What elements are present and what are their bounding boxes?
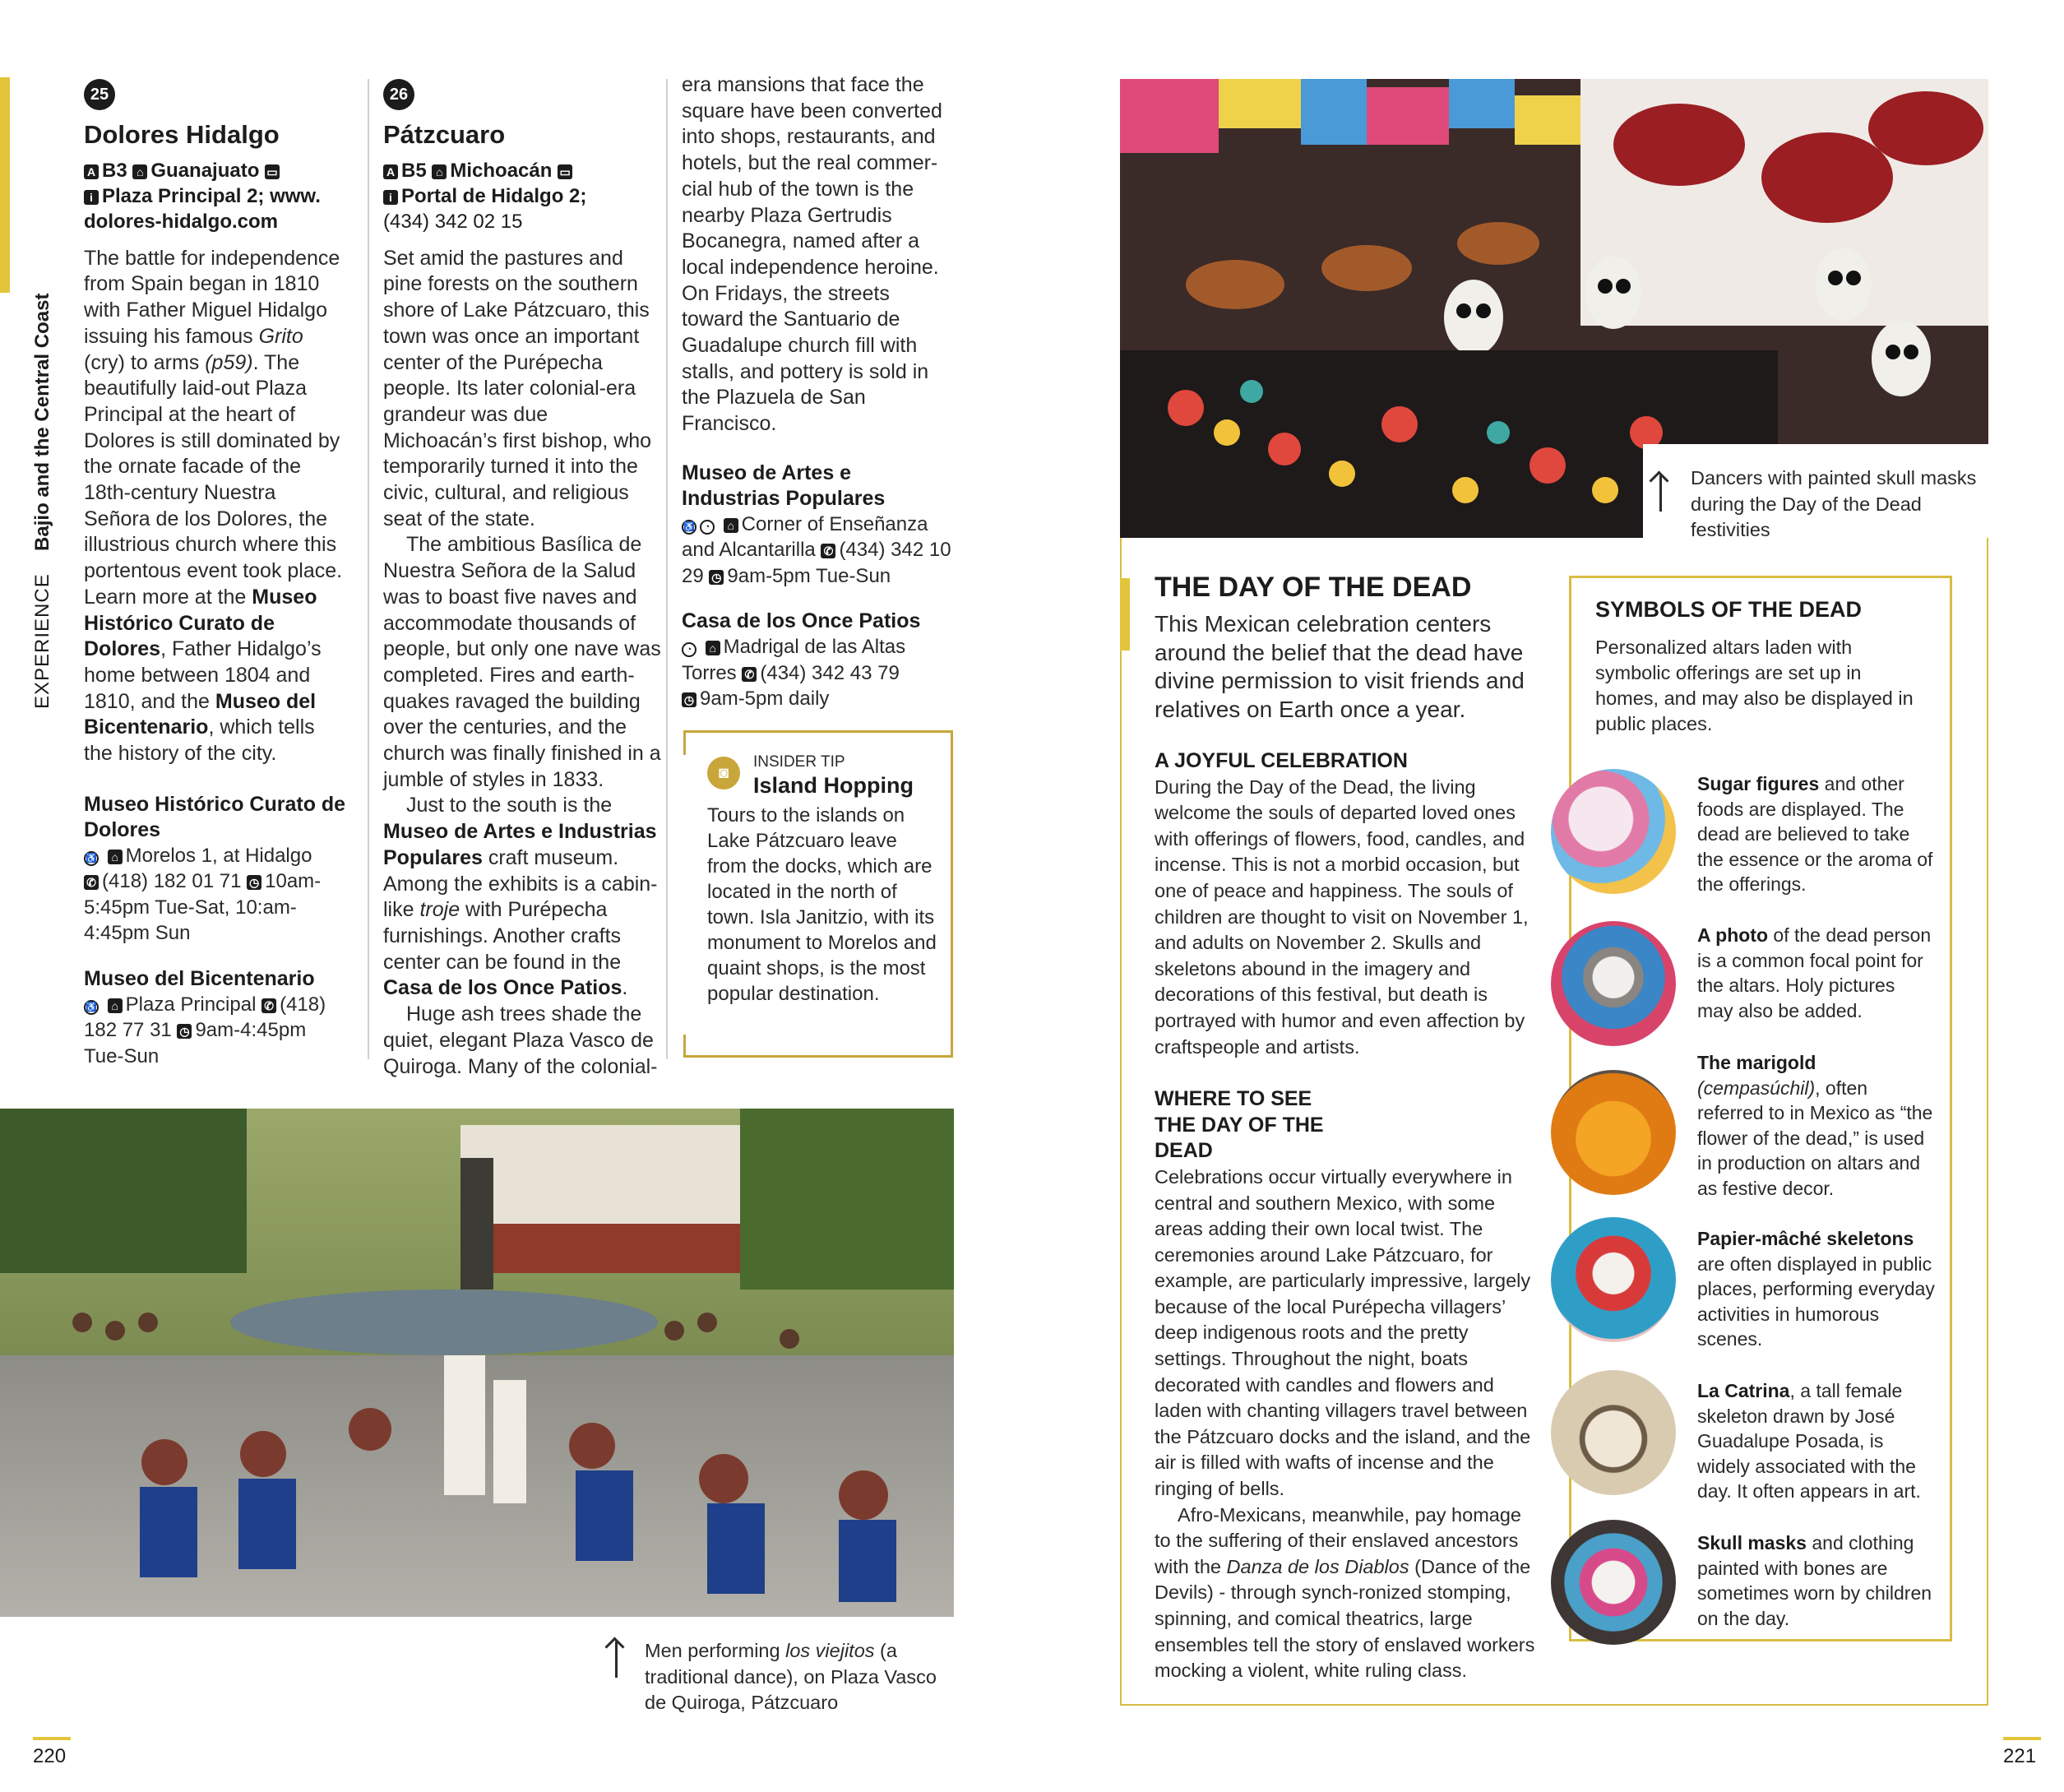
phone-icon: ✆ xyxy=(821,544,835,558)
section-heading: WHERE TO SEE THE DAY OF THE DEAD xyxy=(1155,1087,1324,1163)
home-icon: ⌂ xyxy=(706,641,720,655)
entry-title: Pátzcuaro xyxy=(383,120,506,149)
tip-left-rule-top xyxy=(683,730,686,755)
listing-info: ♿ ◔ ⌂ Corner of Enseñanza and Alcantarilla ✆ (434) 342 10 29 ◷ 9am-5pm Tue-Sun xyxy=(682,512,951,587)
side-running-head xyxy=(31,294,54,709)
side-region: Bajio and the Central Coast xyxy=(31,293,53,551)
clock-icon: ◷ xyxy=(177,1024,192,1039)
listing-info: ♿ ⌂ Plaza Principal ✆ (418) 182 77 31 ◷ 9am-4:45pm Tue-Sun xyxy=(84,993,326,1067)
accessibility-icon: ♿ xyxy=(84,1000,99,1015)
papier-mache-skeleton-image xyxy=(1551,1217,1676,1342)
column-divider xyxy=(368,79,369,1059)
listing-title: Casa de los Once Patios xyxy=(682,609,921,633)
phone-icon: ✆ xyxy=(742,667,757,682)
listing-title: Museo del Bicentenario xyxy=(84,966,315,990)
dead-text-column xyxy=(1155,748,1538,1684)
body-paragraph: Just to the south is the Museo de Artes e Industrias Populares craft museum. Among the exhibits is a cabin-like troje with Purépecha furnishings. Another crafts center can be found in the Casa de los Once Patios. xyxy=(383,794,658,1000)
tip-title: Island Hopping xyxy=(753,773,914,798)
body-paragraph: During the Day of the Dead, the living welcome the souls of departed loved ones with offerings of flowers, food, candles, and incense. This is not a morbid occasion, but one of peace and happiness. The souls of children are thought to visit on November 1, and adults on November 2. Skulls and skeletons abound in the imagery and decorations of this festival, but death is portrayed with humor and even affection by craftspeople and artists. xyxy=(1155,776,1529,1058)
listing-title: Museo de Artes e Industrias Populares xyxy=(682,461,886,510)
symbols-title: SYMBOLS OF THE DEAD xyxy=(1595,597,1863,622)
speech-bubble-icon: ◔ xyxy=(682,642,696,657)
column-patzcuaro xyxy=(383,79,663,1080)
clock-icon: ◷ xyxy=(247,875,261,890)
entry-number-badge: 26 xyxy=(383,79,414,110)
speech-bubble-icon: ◔ xyxy=(700,520,715,535)
clock-icon: ◷ xyxy=(709,570,724,585)
marigold-image xyxy=(1551,1070,1676,1195)
column-dolores xyxy=(84,79,347,1069)
symbol-item: A photo of the dead person is a common focal point for the altars. Holy pictures may also be added. xyxy=(1697,924,1932,1021)
info-icon: i xyxy=(84,190,99,205)
photo-illustration xyxy=(0,1109,954,1617)
tip-body: Tours to the islands on Lake Pátzcuaro leave from the docks, which are located in the north of town. Isla Janitzio, with its monument to Morelos and quaint shops, is the most popular destination. xyxy=(707,804,937,1005)
sugar-figures-image xyxy=(1551,769,1676,894)
grid-icon: A xyxy=(84,164,99,179)
body-paragraph: The ambitious Basílica de Nuestra Señora de la Salud was to boast five naves and accommodate thousands of people, but only one nave was completed. Fires and earth-quakes ravaged the building over the centuries, and the church was finally finished in a jumble of styles in 1833. xyxy=(383,533,661,791)
bus-icon: ▭ xyxy=(265,164,280,179)
clock-icon: ◷ xyxy=(682,692,696,707)
altar-photo-image xyxy=(1551,921,1676,1046)
entry-number-badge: 25 xyxy=(84,79,115,110)
page-number-accent-right xyxy=(2003,1737,2041,1740)
up-arrow-icon xyxy=(615,1642,618,1678)
tip-label: INSIDER TIP xyxy=(753,753,845,771)
accessibility-icon: ♿ xyxy=(682,520,696,535)
listing-info: ◔ ⌂ Madrigal de las Altas Torres ✆ (434) 342 43 79 ◷ 9am-5pm daily xyxy=(682,636,906,711)
skull-mask-image xyxy=(1551,1520,1676,1645)
feature-title: THE DAY OF THE DEAD xyxy=(1155,572,1472,603)
entry-info: A B3 ⌂ Guanajuato ▭ i Plaza Principal 2; www. dolores-hidalgo.com xyxy=(84,159,321,233)
body-paragraph: Celebrations occur virtually everywhere in central and southern Mexico, with some areas adding their own local twist. The ceremonies around Lake Pátzcuaro, for example, are particularly impressive, largely because of the local Purépecha villagers’ deep indigenous roots and the pretty settings. Throughout the night, boats decorated with candles and flowers and laden with chanting villagers travel between the Pátzcuaro docks and the island, and the air is filled with wafts of incense and the ringing of bells. xyxy=(1155,1165,1531,1500)
page-number-left: 220 xyxy=(33,1745,67,1767)
side-accent-bar xyxy=(0,77,10,293)
speech-bubble-icon: ◙ xyxy=(707,757,740,789)
page-number-right: 221 xyxy=(2003,1745,2037,1767)
side-experience: EXPERIENCE xyxy=(31,573,53,709)
tip-left-rule-bottom xyxy=(683,1035,686,1058)
home-icon: ⌂ xyxy=(132,164,147,179)
symbol-item: Skull masks and clothing painted with bones are sometimes worn by children on the day. xyxy=(1697,1532,1932,1629)
accessibility-icon: ♿ xyxy=(84,851,99,866)
entry-info: A B5 ⌂ Michoacán ▭ i Portal de Hidalgo 2; (434) 342 02 15 xyxy=(383,159,587,233)
entry-title: Dolores Hidalgo xyxy=(84,120,280,149)
symbol-item: The marigold (cempasúchil), often referred to in Mexico as “the flower of the dead,” is used in production on altars and as festive decor. xyxy=(1697,1052,1933,1199)
home-icon: ⌂ xyxy=(108,998,123,1013)
feature-title-accent xyxy=(1120,578,1130,651)
phone-icon: ✆ xyxy=(84,875,99,890)
home-icon: ⌂ xyxy=(108,850,123,864)
home-icon: ⌂ xyxy=(432,164,447,179)
phone-icon: ✆ xyxy=(261,998,276,1013)
listing-info: ♿ ⌂ Morelos 1, at Hidalgo ✆ (418) 182 01 71 ◷ 10am-5:45pm Tue-Sat, 10:am-4:45pm Sun xyxy=(84,844,322,945)
column-patzcuaro-cont xyxy=(682,72,953,712)
page-number-accent-left xyxy=(33,1737,71,1740)
website-link[interactable]: dolores-hidalgo.com xyxy=(84,210,279,233)
body-paragraph: The battle for independence from Spain began in 1810 with Father Miguel Hidalgo issuing his famous Grito (cry) to arms (p59). The beautifully laid-out Plaza Principal at the heart of Dolores is still dominated by the ornate facade of the 18th-century Nuestra Señora de los Dolores, the illustrious church where this portentous event took place. Learn more at the Museo Histórico Curato de Dolores, Father Hidalgo’s home between 1804 and 1810, and the Museo del Bicentenario, which tells the history of the city. xyxy=(84,246,343,766)
up-arrow-icon xyxy=(1659,475,1662,512)
photo-caption-left-box: Men performing los viejitos (a traditional dance), on Plaza Vasco de Quiroga, Pátzcuaro xyxy=(599,1617,954,1716)
symbol-item: La Catrina, a tall female skeleton drawn by José Guadalupe Posada, is widely associated with the day. It often appears in art. xyxy=(1697,1380,1921,1502)
section-heading: A JOYFUL CELEBRATION xyxy=(1155,749,1408,772)
listing-title: Museo Histórico Curato de Dolores xyxy=(84,792,346,841)
symbol-item: Papier-mâché skeletons are often displayed in public places, performing everyday activities in humorous scenes. xyxy=(1697,1228,1935,1350)
la-catrina-image xyxy=(1551,1370,1676,1495)
body-paragraph: era mansions that face the square have been converted into shops, restaurants, and hotels, but the real commer-cial hub of the town is the nearby Plaza Gertrudis Bocanegra, named after a local independence heroine. On Fridays, the streets toward the Santuario de Guadalupe church fill with stalls, and pottery is sold in the Plazuela de San Francisco. xyxy=(682,73,942,436)
photo-los-viejitos-dance xyxy=(0,1109,954,1617)
body-paragraph: Huge ash trees shade the quiet, elegant Plaza Vasco de Quiroga. Many of the colonial- xyxy=(383,1003,658,1078)
photo-caption-right: Dancers with painted skull masks during the Day of the Dead festivities xyxy=(1643,444,1988,544)
column-divider xyxy=(666,79,668,1059)
feature-intro: This Mexican celebration centers around the belief that the dead have divine permission to visit friends and relatives on Earth once a year. xyxy=(1155,611,1525,722)
home-icon: ⌂ xyxy=(724,518,738,533)
symbols-intro: Personalized altars laden with symbolic offerings are set up in homes, and may also be displayed in public places. xyxy=(1595,637,1914,734)
body-paragraph: Afro-Mexicans, meanwhile, pay homage to the suffering of their enslaved ancestors with the Danza de los Diablos (Dance of the Devils) - through synch-ronized stomping, spinning, and comical theatrics, large ensembles tell the story of enslaved workers mocking a violent, white ruling class. xyxy=(1155,1503,1535,1682)
info-icon: i xyxy=(383,190,398,205)
body-paragraph: Set amid the pastures and pine forests on the southern shore of Lake Pátzcuaro, this town was once an important center of the Purépecha people. Its later colonial-era grandeur was due Michoacán’s first bishop, who temporarily turned it into the civic, cultural, and religious seat of the state. xyxy=(383,246,652,530)
bus-icon: ▭ xyxy=(558,164,572,179)
grid-icon: A xyxy=(383,164,398,179)
symbol-item: Sugar figures and other foods are displayed. The dead are believed to take the essence or the aroma of the offerings. xyxy=(1697,773,1933,895)
